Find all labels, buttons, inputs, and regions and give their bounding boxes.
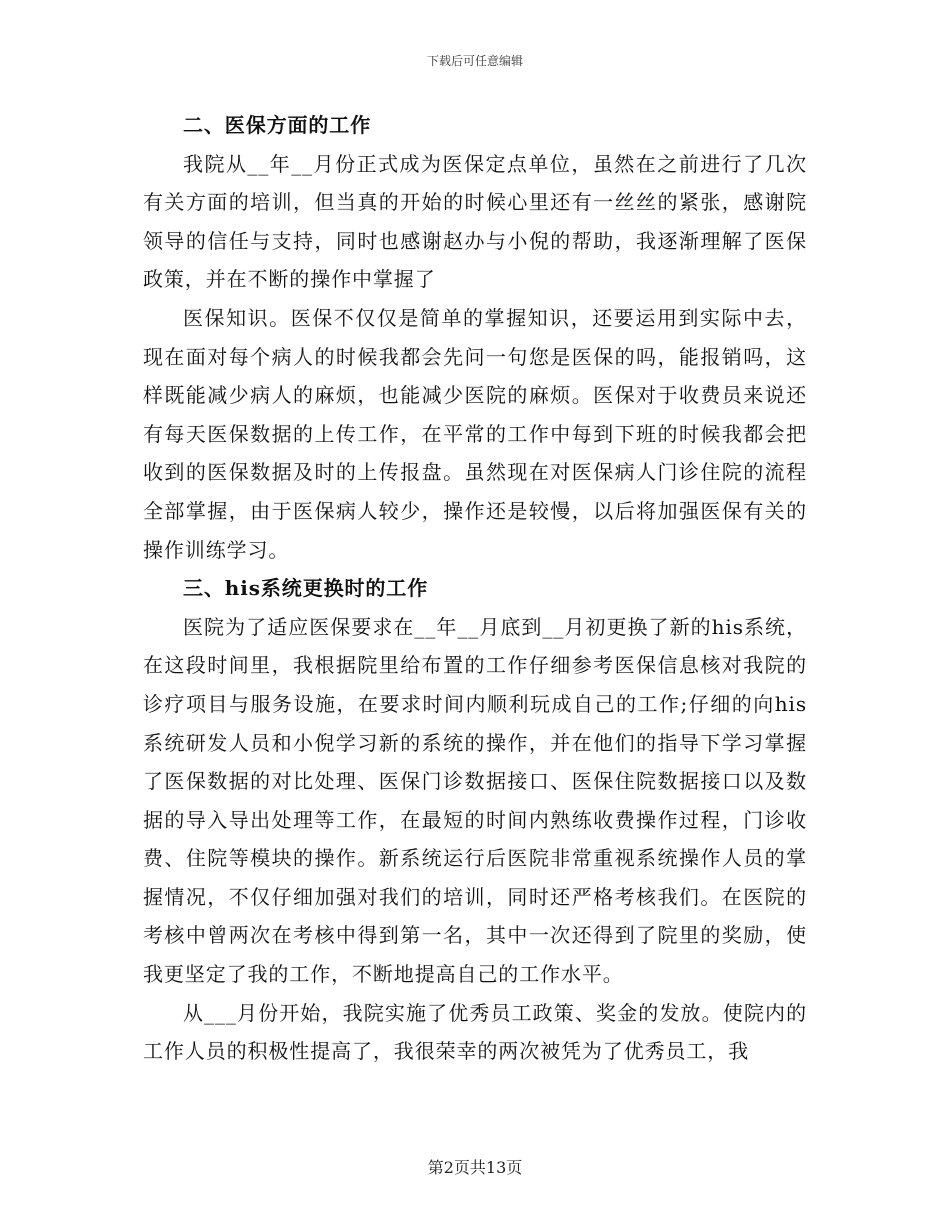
paragraph: 医院为了适应医保要求在__年__月底到__月初更换了新的his系统，在这段时间里，我根据院里给布置的工作仔细参考医保信息核对我院的诊疗项目与服务设施，在要求时间内顺利玩成自己的工作;仔细的向his系统研发人员和小倪学习新的系统的操作，并在他们的指导下学习掌握了医保数据的对比处理、医保门诊数据接口、医保住院数据接口以及数据的导入导出处理等工作，在最短的时间内熟练收费操作过程，门诊收费、住院等模块的操作。新系统运行后医院非常重视系统操作人员的掌握情况，不仅仔细加强对我们的培训，同时还严格考核我们。在医院的考核中曾两次在考核中得到第一名，其中一次还得到了院里的奖励，使我更坚定了我的工作，不断地提高自己的工作水平。 <box>143 614 807 987</box>
section-heading-medical-insurance: 二、医保方面的工作 <box>183 113 372 137</box>
section-heading-his-system: 三、his系统更换时的工作 <box>183 576 429 601</box>
page-number: 第2页共13页 <box>427 1158 523 1177</box>
page-header: 下载后可任意编辑 <box>426 54 523 68</box>
paragraph: 从___月份开始，我院实施了优秀员工政策、奖金的发放。使院内的工作人员的积极性提高了，我很荣幸的两次被凭为了优秀员工，我 <box>143 1000 807 1064</box>
paragraph: 医保知识。医保不仅仅是简单的掌握知识，还要运用到实际中去，现在面对每个病人的时候我都会先问一句您是医保的吗，能报销吗，这样既能减少病人的麻烦，也能减少医院的麻烦。医保对于收费员来说还有每天医保数据的上传工作，在平常的工作中每到下班的时候我都会把收到的医保数据及时的上传报盘。虽然现在对医保病人门诊住院的流程全部掌握，由于医保病人较少，操作还是较慢，以后将加强医保有关的操作训练学习。 <box>143 305 807 562</box>
document-body <box>143 106 807 1071</box>
paragraph: 我院从__年__月份正式成为医保定点单位，虽然在之前进行了几次有关方面的培训，但当真的开始的时候心里还有一丝丝的紧张，感谢院领导的信任与支持，同时也感谢赵办与小倪的帮助，我逐渐理解了医保政策，并在不断的操作中掌握了 <box>143 151 807 292</box>
